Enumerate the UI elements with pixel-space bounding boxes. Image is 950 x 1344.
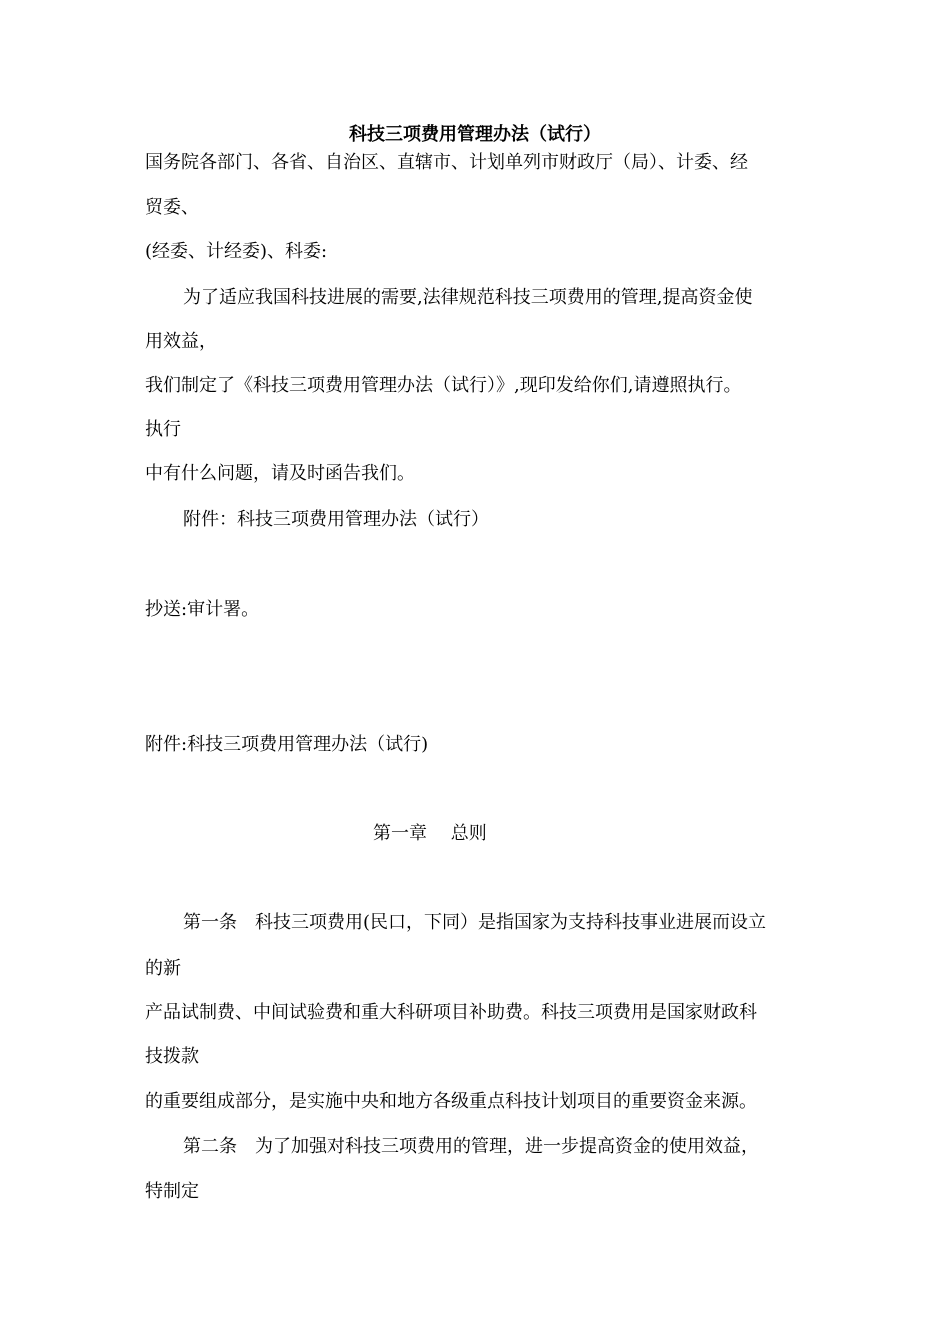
text-line: 国务院各部门、各省、自治区、直辖市、计划单列市财政厅（局）、计委、经 xyxy=(145,152,748,173)
text-line: 的新 xyxy=(145,958,181,979)
text-line: 执行 xyxy=(145,419,181,440)
chapter-heading: 第一章 总则 xyxy=(373,823,487,844)
attachment-line: 附件：科技三项费用管理办法（试行） xyxy=(183,509,489,530)
text-line: 我们制定了《科技三项费用管理办法（试行）》,现印发给你们,请遵照执行。 xyxy=(145,375,742,396)
document-title: 科技三项费用管理办法（试行） xyxy=(349,124,601,145)
text-line: 用效益， xyxy=(145,331,217,352)
text-line: 为了适应我国科技进展的需要,法律规范科技三项费用的管理,提高资金使 xyxy=(183,287,753,308)
text-line: 的重要组成部分，是实施中央和地方各级重点科技计划项目的重要资金来源。 xyxy=(145,1091,757,1112)
article-line: 第二条 为了加强对科技三项费用的管理，进一步提高资金的使用效益， xyxy=(183,1136,759,1157)
text-line: (经委、计经委)、科委: xyxy=(145,241,328,262)
text-line: 特制定 xyxy=(145,1181,199,1202)
text-line: 技拨款 xyxy=(145,1046,199,1067)
text-line: 贸委、 xyxy=(145,197,199,218)
cc-line: 抄送:审计署。 xyxy=(145,599,260,620)
attachment-heading: 附件:科技三项费用管理办法（试行) xyxy=(145,734,429,755)
text-line: 中有什么问题，请及时函告我们。 xyxy=(145,463,415,484)
text-line: 产品试制费、中间试验费和重大科研项目补助费。科技三项费用是国家财政科 xyxy=(145,1002,757,1023)
article-line: 第一条 科技三项费用(民口，下同）是指国家为支持科技事业进展而设立 xyxy=(183,912,767,933)
